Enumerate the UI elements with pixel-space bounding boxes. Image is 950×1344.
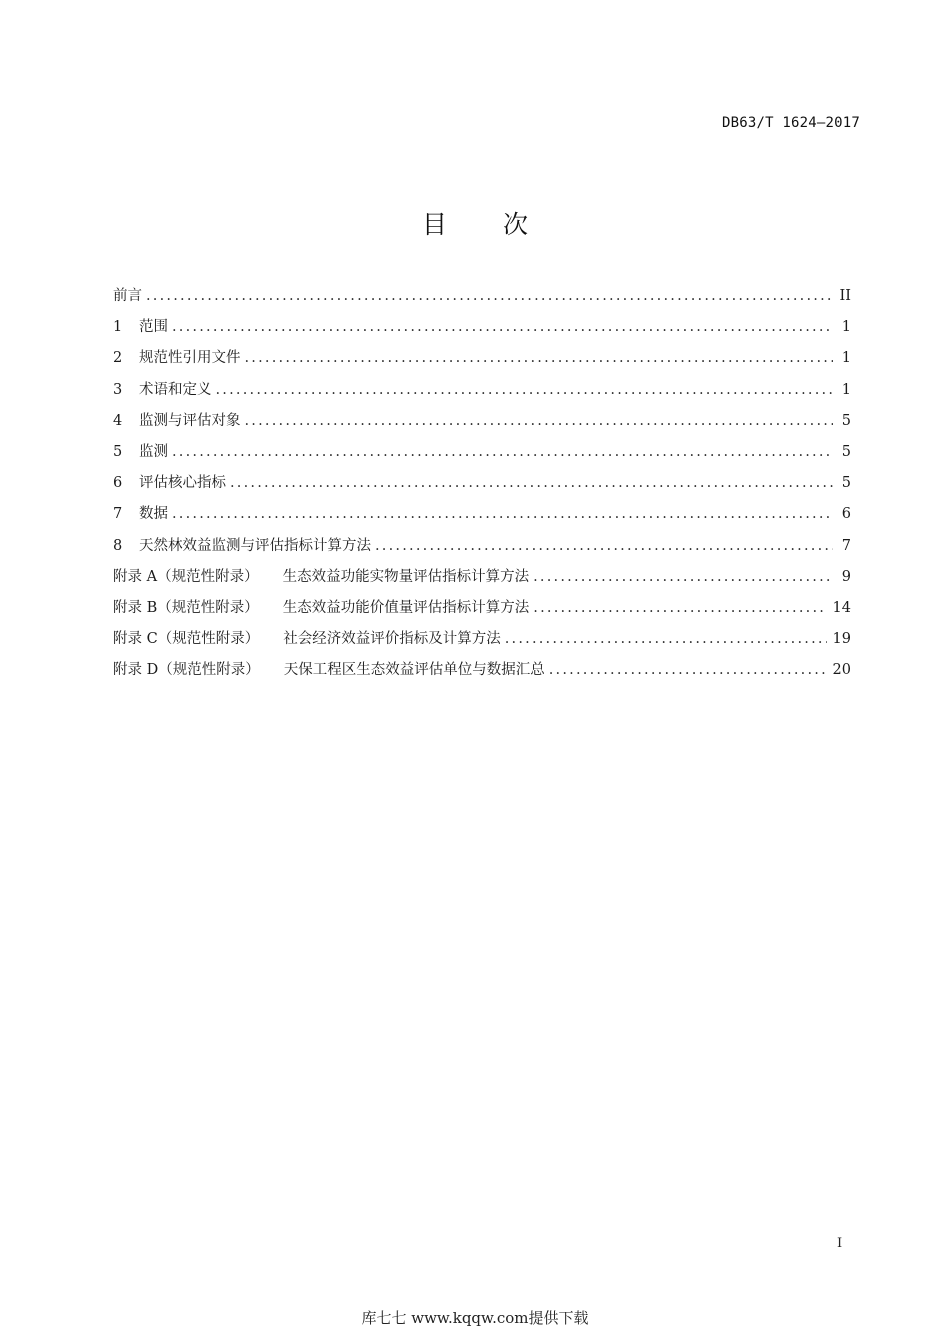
toc-entry-number: 5: [113, 443, 123, 460]
toc-entry-foreword[interactable]: [113, 284, 851, 315]
toc-entry-page: 5: [841, 412, 851, 429]
toc-entry-label: 监测与评估对象: [139, 412, 241, 429]
toc-entry-appendix-a[interactable]: [113, 565, 851, 596]
toc-entry-page: 6: [841, 506, 851, 523]
toc-entry-number: 8: [113, 537, 123, 554]
toc-entry-3[interactable]: [113, 378, 851, 409]
toc-entry-1[interactable]: [113, 315, 851, 346]
toc-entry-number: 7: [113, 506, 123, 523]
toc-entry-page: II: [839, 288, 851, 304]
toc-entry-label: 天然林效益监测与评估指标计算方法: [139, 537, 371, 554]
toc-entry-label: 监测: [139, 443, 168, 460]
toc-entry-appendix-b[interactable]: [113, 596, 851, 627]
dot-leader: [230, 475, 833, 491]
toc-entry-page: 14: [832, 599, 851, 616]
toc-entry-page: 1: [841, 381, 851, 398]
dot-leader: [172, 506, 833, 522]
toc-title: 目 次: [422, 210, 552, 239]
toc-entry-page: 19: [832, 631, 851, 648]
toc-entry-number: 6: [113, 475, 123, 492]
toc-entry-label: 社会经济效益评价指标及计算方法: [283, 631, 501, 648]
toc-entry-label: 规范性引用文件: [139, 350, 241, 367]
toc-entry-appendix-d[interactable]: [113, 658, 851, 689]
dot-leader: [505, 631, 827, 647]
toc-entry-page: 20: [832, 662, 851, 679]
toc-entry-label: 范围: [139, 319, 168, 336]
toc-entry-label: 评估核心指标: [139, 475, 226, 492]
dot-leader: [245, 350, 834, 366]
toc-entry-label: 前言: [113, 288, 142, 304]
toc-entry-label: 生态效益功能价值量评估指标计算方法: [282, 599, 530, 616]
toc-appendix-prefix: 附录 D（规范性附录）: [113, 662, 260, 679]
toc-entry-appendix-c[interactable]: [113, 627, 851, 658]
dot-leader: [245, 413, 834, 429]
dot-leader: [172, 319, 833, 335]
toc-entry-7[interactable]: [113, 502, 851, 533]
toc-entry-2[interactable]: [113, 346, 851, 377]
footer-watermark: 库七七 www.kqqw.com提供下载: [361, 1309, 589, 1327]
table-of-contents: [113, 284, 851, 689]
standard-code: DB63/T 1624—2017: [721, 115, 860, 131]
toc-entry-page: 5: [841, 443, 851, 460]
toc-entry-number: 2: [113, 350, 123, 367]
toc-entry-page: 5: [841, 475, 851, 492]
toc-entry-6[interactable]: [113, 471, 851, 502]
toc-entry-5[interactable]: [113, 440, 851, 471]
toc-entry-number: 4: [113, 412, 123, 429]
toc-entry-label: 术语和定义: [139, 381, 212, 398]
dot-leader: [172, 444, 833, 460]
toc-entry-number: 3: [113, 381, 123, 398]
dot-leader: [549, 662, 827, 678]
toc-entry-label: 数据: [139, 506, 168, 523]
toc-entry-label: 天保工程区生态效益评估单位与数据汇总: [283, 662, 545, 679]
dot-leader: [146, 288, 833, 304]
toc-entry-page: 1: [841, 350, 851, 367]
toc-entry-number: 1: [113, 319, 123, 336]
toc-entry-page: 7: [841, 537, 851, 554]
dot-leader: [533, 600, 826, 616]
toc-appendix-prefix: 附录 B（规范性附录）: [113, 599, 259, 616]
toc-entry-4[interactable]: [113, 409, 851, 440]
dot-leader: [533, 569, 833, 585]
toc-entry-label: 生态效益功能实物量评估指标计算方法: [282, 568, 530, 585]
toc-appendix-prefix: 附录 A（规范性附录）: [113, 568, 259, 585]
toc-appendix-prefix: 附录 C（规范性附录）: [113, 631, 260, 648]
dot-leader: [375, 538, 833, 554]
dot-leader: [216, 382, 834, 398]
toc-entry-8[interactable]: [113, 534, 851, 565]
page-number: I: [837, 1236, 843, 1251]
toc-entry-page: 9: [841, 568, 851, 585]
toc-entry-page: 1: [841, 319, 851, 336]
